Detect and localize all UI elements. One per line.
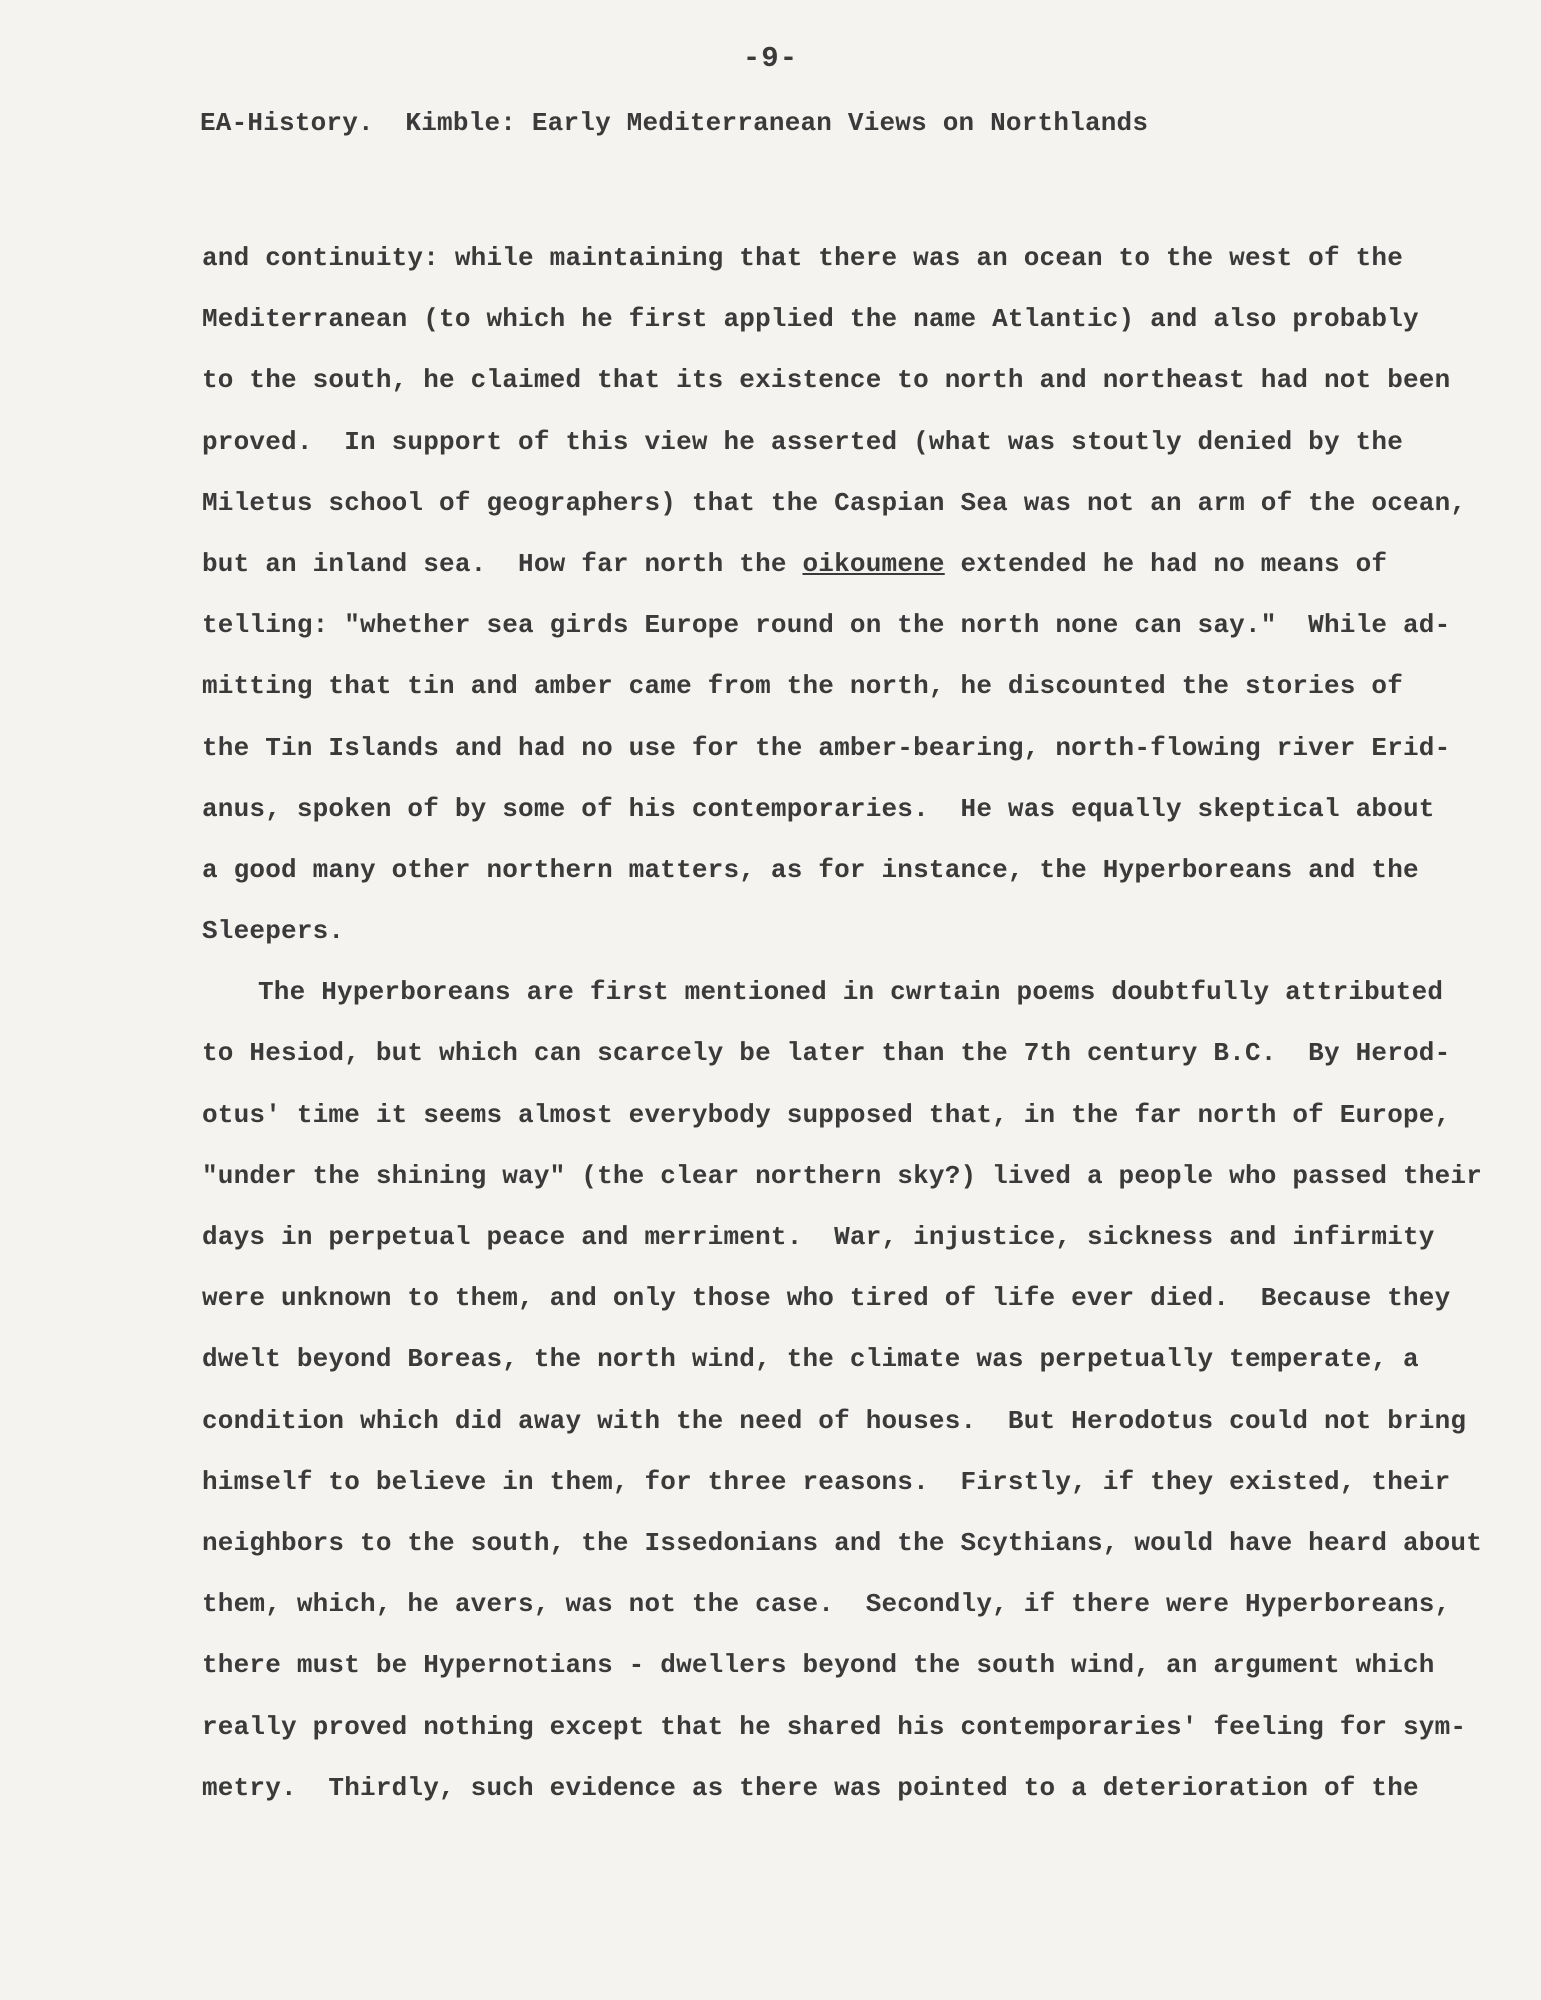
text-line: "under the shining way" (the clear northern sky?) lived a people who passed their xyxy=(202,1160,1483,1191)
text-line: really proved nothing except that he shared his contemporaries' feeling for sym- xyxy=(202,1711,1467,1742)
text-line: there must be Hypernotians - dwellers beyond the south wind, an argument which xyxy=(202,1650,1435,1681)
body-text xyxy=(202,228,1483,1819)
text-line: a good many other northern matters, as for instance, the Hyperboreans and the xyxy=(202,854,1419,885)
text-line: to the south, he claimed that its existence to north and northeast had not been xyxy=(202,365,1451,396)
text-line: neighbors to the south, the Issedonians and the Scythians, would have heard about xyxy=(202,1527,1483,1558)
page-number: -9- xyxy=(742,42,799,75)
text-line: the Tin Islands and had no use for the amber-bearing, north-flowing river Erid- xyxy=(202,732,1451,763)
text-line: anus, spoken of by some of his contemporaries. He was equally skeptical about xyxy=(202,793,1435,824)
text-line xyxy=(202,534,1452,595)
text-segment: but an inland sea. How far north the xyxy=(202,548,803,579)
text-line: Miletus school of geographers) that the Caspian Sea was not an arm of the ocean, xyxy=(202,487,1467,518)
text-line: Sleepers. xyxy=(202,916,345,947)
text-line: and continuity: while maintaining that there was an ocean to the west of the xyxy=(202,243,1403,273)
text-line: Mediterranean (to which he first applied the name Atlantic) and also probably xyxy=(202,304,1419,335)
text-line: to Hesiod, but which can scarcely be later than the 7th century B.C. By Herod- xyxy=(202,1038,1451,1069)
text-line: condition which did away with the need of houses. But Herodotus could not bring xyxy=(202,1405,1467,1436)
text-line: were unknown to them, and only those who tired of life ever died. Because they xyxy=(202,1283,1451,1314)
text-line: them, which, he avers, was not the case. Secondly, if there were Hyperboreans, xyxy=(202,1589,1451,1620)
underlined-term: oikoumene xyxy=(802,548,945,579)
running-header: EA-History. Kimble: Early Mediterranean Views on Northlands xyxy=(200,108,1149,138)
text-line: mitting that tin and amber came from the north, he discounted the stories of xyxy=(202,671,1403,702)
paragraph-first-line: The Hyperboreans are first mentioned in cwrtain poems doubtfully attributed xyxy=(258,977,1444,1008)
text-line: himself to believe in them, for three reasons. Firstly, if they existed, their xyxy=(202,1466,1451,1497)
text-line: dwelt beyond Boreas, the north wind, the climate was perpetually temperate, a xyxy=(202,1344,1419,1375)
text-segment: extended he had no means of xyxy=(944,548,1388,579)
text-line: proved. In support of this view he asserted (what was stoutly denied by the xyxy=(202,426,1403,457)
text-line: metry. Thirdly, such evidence as there was pointed to a deterioration of the xyxy=(202,1772,1419,1803)
text-line: otus' time it seems almost everybody supposed that, in the far north of Europe, xyxy=(202,1099,1451,1130)
text-line: telling: "whether sea girds Europe round on the north none can say." While ad- xyxy=(202,610,1451,641)
text-line: days in perpetual peace and merriment. War, injustice, sickness and infirmity xyxy=(202,1222,1435,1252)
